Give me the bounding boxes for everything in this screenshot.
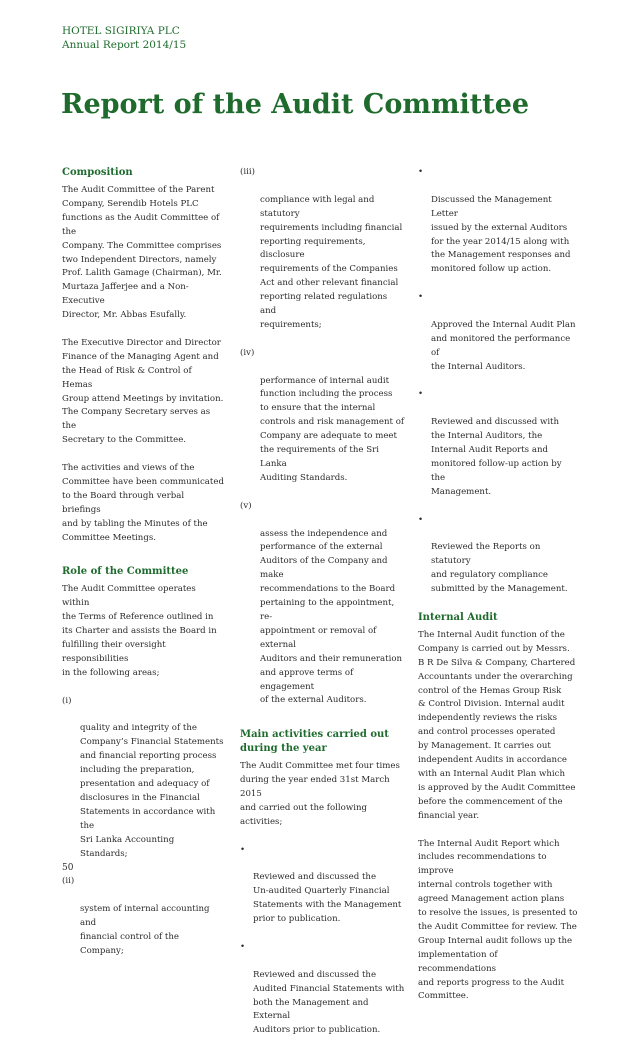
activities-intro: The Audit Committee met four times during the year ended 31st March 2015 and carried out the following activities; (240, 761, 400, 827)
bullet-icon: • (240, 941, 246, 952)
role-item (240, 500, 405, 709)
page-title: Report of the Audit Committee (61, 89, 530, 120)
internal-audit-paragraph-2: The Internal Audit Report which includes recommendations to improve internal controls together with agreed Management action plans to resolve the issues, is presented to the Audit Committee for review. The Group Internal audit follows up the implementation of recommendations and reports progress to the Audit Committee. (418, 838, 578, 1002)
activity-item (418, 166, 578, 277)
column-2 (240, 166, 405, 1052)
column-3 (418, 166, 578, 1018)
role-item (240, 166, 405, 333)
activity-text: Reviewed the Reports on statutory and regulatory compliance submitted by the Management. (431, 542, 568, 595)
bullet-icon: • (418, 292, 424, 303)
bullet-icon: • (418, 389, 424, 400)
role-item-marker: (i) (62, 695, 72, 706)
activity-item (418, 291, 578, 374)
page-number: 50 (62, 863, 74, 873)
role-item-text: system of internal accounting and financial control of the Company; (80, 904, 210, 956)
activity-item (240, 844, 405, 927)
role-item-text: quality and integrity of the Company’s Financial Statements and financial reporting process including the preparation, presentation and adequacy of disclosures in the Financial Statements in accordance with the Sri Lanka Accounting Standards; (80, 723, 224, 859)
role-item (62, 695, 224, 862)
role-item-marker: (iv) (240, 347, 255, 358)
role-item-text: compliance with legal and statutory requirements including financial reporting requirements, disclosure requirements of the Companies Act and other relevant financial reporting related regulations and requirements; (260, 194, 403, 330)
activity-text: Reviewed and discussed the Audited Financial Statements with both the Management and External Auditors prior to publication. (253, 969, 405, 1036)
bullet-icon: • (240, 844, 246, 855)
internal-audit-heading: Internal Audit (418, 611, 498, 623)
internal-audit-paragraph-1: The Internal Audit function of the Company is carried out by Messrs. B R De Silva & Company, Chartered Accountants under the overarching control of the Hemas Group Risk & Control Division. Internal audit independently reviews the risks and control processes operated by Management. It carries out independent Audits in accordance with an Internal Audit Plan which is approved by the Audit Committee before the commencement of the financial year. (418, 629, 576, 821)
composition-paragraph-1: The Audit Committee of the Parent Company, Serendib Hotels PLC functions as the Audit Committee of the Company. The Committee comprises two Independent Directors, namely Prof. Lalith Gamage (Chairman), Mr. Murtaza Jafferjee and a Non-Executive Director, Mr. Abbas Esufally. (62, 185, 222, 321)
role-item (62, 875, 224, 958)
role-item-marker: (ii) (62, 876, 75, 887)
composition-paragraph-3: The activities and views of the Committee have been communicated to the Board through verbal briefings and by tabling the Minutes of the Committee Meetings. (62, 463, 224, 543)
bullet-icon: • (418, 167, 424, 177)
role-item-marker: (iii) (240, 167, 255, 177)
role-intro: The Audit Committee operates within the Terms of Reference outlined in its Charter and assists the Board in fulfilling their oversight responsibilities in the following areas; (62, 584, 217, 678)
activities-heading: Main activities carried out during the year (240, 729, 389, 755)
header-report: Annual Report 2014/15 (62, 39, 187, 51)
role-item-text: performance of internal audit function including the process to ensure that the internal controls and risk management of Company are adequate to meet the requirements of the Sri Lanka Auditing Standards. (260, 375, 405, 483)
activity-text: Reviewed and discussed the Un-audited Quarterly Financial Statements with the Management prior to publication. (253, 872, 402, 925)
role-heading: Role of the Committee (62, 566, 189, 578)
bullet-icon: • (418, 514, 424, 525)
activity-text: Approved the Internal Audit Plan and monitored the performance of the Internal Auditors. (431, 319, 576, 372)
activity-item (240, 941, 405, 1038)
role-item (240, 347, 405, 486)
running-header (62, 24, 186, 52)
role-item-text: assess the independence and performance of the external Auditors of the Company and make recommendations to the Board pertaining to the appointment, re- appointment or removal of external Auditors and their remuneration and approve terms of engagement of the external Auditors. (260, 528, 403, 706)
activity-item (418, 388, 578, 499)
column-1 (62, 166, 224, 973)
header-company: HOTEL SIGIRIYA PLC (62, 25, 180, 37)
activity-text: Discussed the Management Letter issued by the external Auditors for the year 2014/15 along with the Management responses and monitored follow up action. (431, 194, 571, 275)
composition-paragraph-2: The Executive Director and Director Finance of the Managing Agent and the Head of Risk & Control of Hemas Group attend Meetings by invitation. The Company Secretary serves as the Secretary to the Committee. (62, 337, 224, 446)
role-item-marker: (v) (240, 500, 252, 511)
composition-heading: Composition (62, 167, 133, 178)
activity-text: Reviewed and discussed with the Internal Auditors, the Internal Audit Reports and monitored follow-up action by the Management. (431, 417, 562, 497)
activity-item (418, 514, 578, 597)
